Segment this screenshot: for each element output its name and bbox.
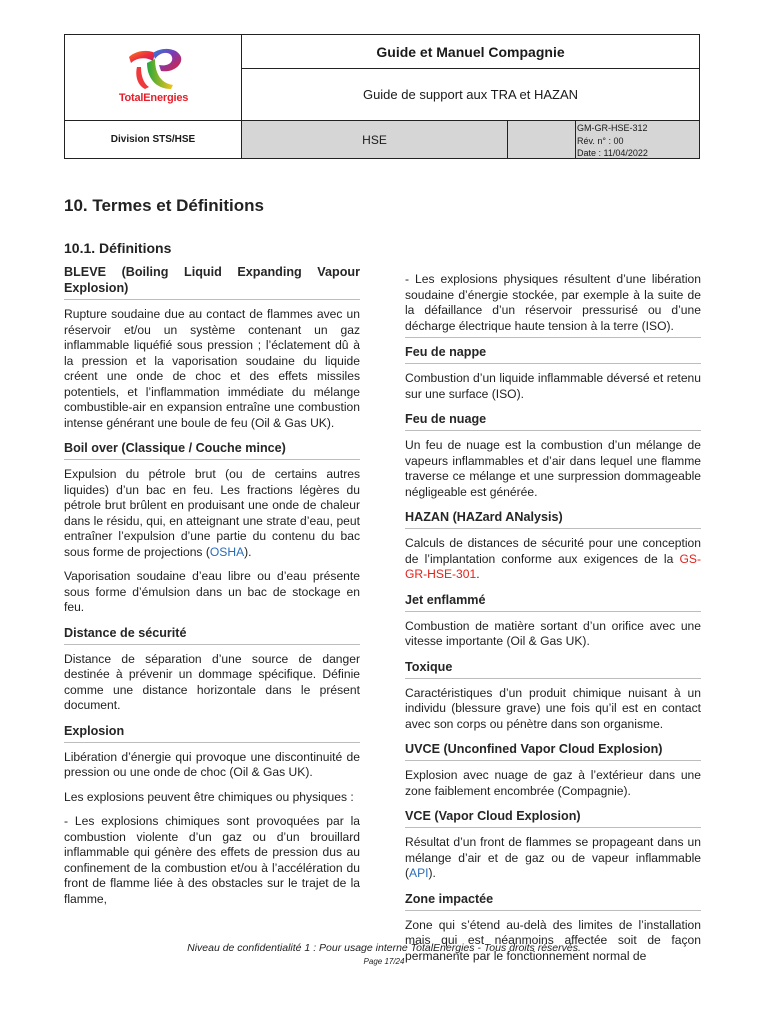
definition-bleve: Rupture soudaine due au contact de flammes avec un réservoir et/ou un système contenant un gaz inflammable liquéfié sous pression ; l’éclatement dû à la pression et la vaporisation soudaine du liquide créent une onde de choc et des effets missiles potentiels, et l’inflammation immédiate du mélange combustible-air en expansion entraîne une combustion intense générant une boule de feu (Oil & Gas UK). bbox=[64, 307, 360, 430]
term-vce: VCE (Vapor Cloud Explosion) bbox=[405, 808, 701, 828]
definition-boil-over-end: ). bbox=[244, 544, 252, 559]
definition-vce bbox=[405, 835, 701, 882]
definition-boil-over-text: Expulsion du pétrole brut (ou de certains autres liquides) d’un bac en feu. Les fractions légères du pétrole brut brûlent en produisant une onde de chaleur dans le résidu, qui, en atteignant une strate d’eau, peut entraîner l’expulsion d’une partie du contenu du bac sous forme de projections ( bbox=[64, 467, 360, 559]
term-zone-impactee: Zone impactée bbox=[405, 891, 701, 911]
definition-boil-over-2: Vaporisation soudaine d’eau libre ou d’eau présente sous forme d’émulsion dans un bac de stockage en feu. bbox=[64, 569, 360, 614]
definition-uvce: Explosion avec nuage de gaz à l’extérieur dans une zone faiblement encombrée (Compagnie). bbox=[405, 768, 701, 798]
confidentiality-notice: Niveau de confidentialité 1 : Pour usage interne TotalEnergies - Tous droits réservés. bbox=[187, 942, 581, 954]
header-blank-cell bbox=[508, 121, 576, 158]
definition-explosion-3: - Les explosions chimiques sont provoquées par la combustion violente d’un gaz ou d’un brouillard inflammable qui génère des effets de pression dus au confinement de la combustion et/ou à l’accélération du front de flamme liée à des obstacles sur le trajet de la flamme, bbox=[64, 814, 360, 906]
section-heading: 10. Termes et Définitions bbox=[64, 196, 264, 215]
term-bleve: BLEVE (Boiling Liquid Expanding Vapour Explosion) bbox=[64, 264, 360, 300]
right-column bbox=[405, 272, 701, 973]
doc-ref-code: GM-GR-HSE-312 bbox=[577, 123, 648, 133]
definition-hazan-text: Calculs de distances de sécurité pour une conception de l’implantation conforme aux exigences de la bbox=[405, 536, 701, 566]
document-header bbox=[64, 34, 700, 159]
definition-explosion-2: Les explosions peuvent être chimiques ou physiques : bbox=[64, 789, 354, 804]
definition-hazan bbox=[405, 536, 701, 583]
gs-gr-hse-301-link[interactable]: GS-GR-HSE-301 bbox=[405, 551, 701, 581]
logo-cell bbox=[65, 35, 242, 120]
term-feu-de-nuage: Feu de nuage bbox=[405, 411, 701, 431]
hse-label bbox=[242, 121, 508, 158]
definition-explosion-1: Libération d’énergie qui provoque une discontinuité de pression ou une onde de choc (Oil & Gas UK). bbox=[64, 749, 360, 779]
term-jet-enflamme: Jet enflammé bbox=[405, 592, 701, 612]
term-uvce: UVCE (Unconfined Vapor Cloud Explosion) bbox=[405, 741, 701, 761]
definition-vce-end: ). bbox=[428, 866, 436, 880]
osha-link[interactable]: OSHA bbox=[209, 544, 245, 559]
page-number: Page 17/24 bbox=[363, 957, 405, 966]
document-title: Guide et Manuel Compagnie bbox=[242, 35, 699, 69]
term-distance-securite: Distance de sécurité bbox=[64, 625, 360, 645]
document-subtitle: Guide de support aux TRA et HAZAN bbox=[362, 87, 579, 102]
header-info-row bbox=[65, 120, 699, 158]
doc-revision: Rév. n° : 00 bbox=[577, 135, 624, 146]
term-boil-over: Boil over (Classique / Couche mince) bbox=[64, 440, 360, 460]
definition-distance-securite: Distance de séparation d’une source de danger destinée à prévenir un dommage spécifique. Définie comme une distance horizontale dans le présent document. bbox=[64, 651, 360, 712]
definition-explosion-physique: - Les explosions physiques résultent d’une libération soudaine d’énergie stockée, par exemple à la suite de la défaillance d’un réservoir pressurisé ou d’une décharge électrique haute tension à la terre (ISO). bbox=[405, 272, 701, 338]
brand-name: TotalEnergies bbox=[118, 92, 189, 104]
term-hazan: HAZAN (HAZard ANalysis) bbox=[405, 509, 701, 529]
term-toxique: Toxique bbox=[405, 659, 701, 679]
document-reference bbox=[576, 121, 699, 158]
term-feu-de-nappe: Feu de nappe bbox=[405, 344, 701, 364]
term-explosion: Explosion bbox=[64, 723, 360, 743]
definition-toxique: Caractéristiques d’un produit chimique nuisant à un individu (blessure grave) une fois qu’il est en contact avec son corps ou pénètre dans son organisme. bbox=[405, 685, 701, 731]
definition-feu-de-nuage: Un feu de nuage est la combustion d’un mélange de vapeurs inflammables et d’air dans lequel une flamme traverse ce mélange et une surpression dommageable négligeable est générée. bbox=[405, 438, 701, 499]
definition-zone-impactee: Zone qui s’étend au-delà des limites de l’installation mais qui est néanmoins affectée soit de façon permanente par le fonctionnement normal de bbox=[405, 917, 701, 963]
division-label: Division STS/HSE bbox=[65, 121, 242, 158]
definition-boil-over bbox=[64, 467, 360, 560]
api-link[interactable]: API bbox=[409, 866, 429, 880]
hse-text: HSE bbox=[362, 132, 387, 147]
subsection-heading: 10.1. Définitions bbox=[64, 240, 172, 256]
definition-jet-enflamme: Combustion de matière sortant d’un orifice avec une vitesse importante (Oil & Gas UK). bbox=[405, 618, 701, 648]
definition-vce-text: Résultat d’un front de flammes se propageant dans un mélange d’air et de gaz ou de vapeur inflammable ( bbox=[405, 835, 701, 880]
doc-date: Date : 11/04/2022 bbox=[577, 148, 648, 158]
left-column bbox=[64, 264, 360, 916]
totalenergies-logo-icon bbox=[125, 43, 185, 91]
definition-hazan-end: . bbox=[476, 567, 480, 581]
definition-feu-de-nappe: Combustion d’un liquide inflammable déversé et retenu sur une surface (ISO). bbox=[405, 371, 701, 401]
